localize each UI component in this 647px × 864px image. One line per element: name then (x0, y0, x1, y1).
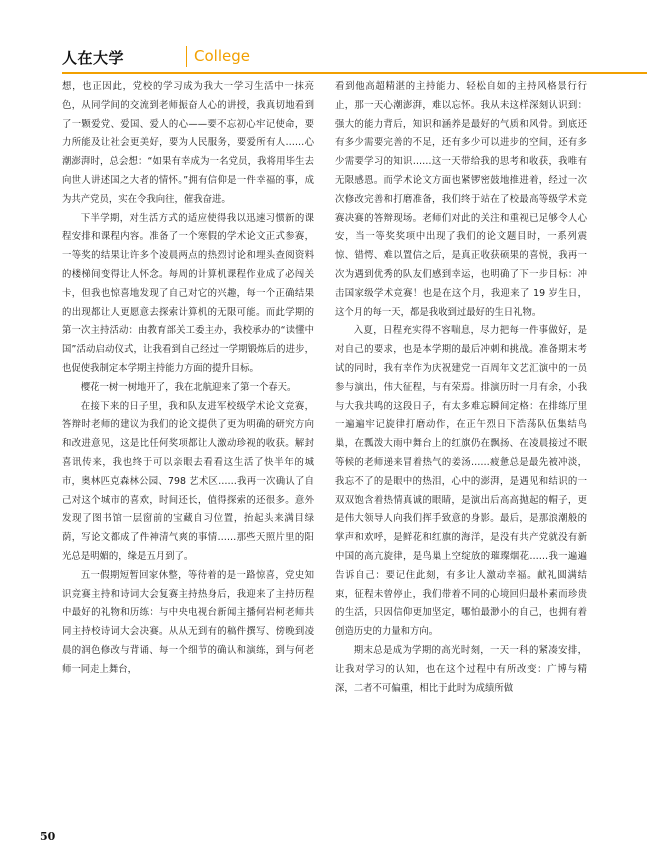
paragraph: 下半学期，对生活方式的适应使得我以迅速习惯新的课程安排和课程内容。准备了一个寒假的学术论文正式参赛，一等奖的结果让许多个凌晨两点的热烈讨论和埋头查阅资料的楼梯间变得让人怀念。每周的计算机课程作业成了必闯关卡，但我也惊喜地发现了自己对它的兴趣，每一个正确结果的出现都让人更愿意去探索计算机的无限可能。而此学期的第一次主持活动：由教育部关工委主办，我校承办的“读懂中国”活动启动仪式，让我看到自己经过一学期锻炼后的进步，也促使我制定本学期主持能力方面的提升目标。 (62, 212, 314, 374)
right-column (335, 78, 587, 698)
paragraph: 樱花一树一树地开了，我在北航迎来了第一个春天。 (80, 381, 297, 393)
paragraph: 想，也正因此，党校的学习成为我大一学习生活中一抹亮色，从同学间的交流到老师振奋人心的讲授，我真切地看到了一颗爱党、爱国、爱人的心——要不忘初心牢记使命，要力所能及让社会更美好，要为人民服务，要爱所有人……心潮澎湃时，总会想：“如果有幸成为一名党员，我将用毕生去向世人讲述国之大者的情怀。”拥有信仰是一件幸福的事，成为共产党员，实在令我向往，催我奋进。 (62, 81, 314, 205)
paragraph: 看到他高超精湛的主持能力、轻松自如的主持风格景行行止，那一天心潮澎湃，难以忘怀。我从未这样深刻认识到：强大的能力背后，知识和涵养是最好的气质和风骨。到底还有多少需要完善的不足，还有多少可以进步的空间，还有多少需要学习的知识……这一天带给我的思考和收获，我唯有无限感恩。而学术论文方面也紧锣密鼓地推进着，经过一次次修改完善和打磨准备，我们终于站在了校最高等级学术竞赛决赛的答辩现场。老师们对此的关注和重视已足够令人心安，当一等奖奖项中出现了我们的论文题目时，一系列震惊、错愕、难以置信之后，是真正收获硕果的喜悦，我再一次为遇到优秀的队友们感到幸运，也明确了下一步目标：冲击国家级学术竞赛！也是在这个月，我迎来了 19 岁生日，这个月的每一天，都是我收到过最好的生日礼物。 (335, 81, 587, 318)
header-subtitle: College (194, 47, 250, 65)
left-column (62, 78, 314, 680)
header-title: 人在大学 (62, 49, 125, 67)
header-rule (62, 72, 647, 74)
page-number: 50 (40, 830, 56, 843)
page-header (62, 44, 647, 74)
header-divider (186, 46, 187, 67)
paragraph: 五一假期短暂回家休整，等待着的是一路惊喜，党史知识竞赛主持和诗词大会复赛主持热身后，我迎来了主持历程中最好的礼物和历练：与中央电视台新闻主播何岩柯老师共同主持校诗词大会决赛。从从无到有的稿件撰写、傍晚到凌晨的润色修改与背诵、每一个细节的确认和演练，到与何老师一同走上舞台， (62, 569, 314, 675)
paragraph: 在接下来的日子里，我和队友进军校级学术论文竞赛，答辩时老师的建议为我们的论文提供了更为明确的研究方向和改进意见，这是比任何奖项都让人激动珍视的收获。解封喜讯传来，我也终于可以亲眼去看看这生活了快半年的城市，奥林匹克森林公园、798 艺术区……我再一次确认了自己对这个城市的喜欢，时间还长，值得探索的还很多。意外发现了图书馆一层窗前的宝藏自习位置，抬起头来满目绿荫，写论文都成了件神清气爽的事情……那些天照片里的阳光总是明媚的，缘是五月到了。 (62, 400, 314, 562)
paragraph: 期末总是成为学期的高光时刻，一天一科的紧凑安排，让我对学习的认知，也在这个过程中有所改变：广博与精深，二者不可偏重，相比于此时为成绩所做 (335, 644, 587, 694)
paragraph: 入夏，日程充实得不容喘息，尽力把每一件事做好，是对自己的要求，也是本学期的最后冲刺和挑战。准备期末考试的同时，我有幸作为庆祝建党一百周年文艺汇演中的一员参与演出，伟大征程，与有荣焉。排演历时一月有余，小我与大我共鸣的这段日子，有太多难忘瞬间定格：在排练厅里一遍遍牢记旋律打磨动作，在正午烈日下浩荡队伍集结鸟巢，在瓢泼大雨中舞台上的红旗仍在飘扬、在凌晨接过不眠等候的老师递来冒着热气的姜汤……疲惫总是最先被冲淡，我忘不了的是眼中的热泪，心中的澎湃，是遇见和结识的一双双饱含着热情真诚的眼睛，是演出后高高抛起的帽子，更是伟大领导人向我们挥手致意的身影。最后，是那浪潮般的掌声和欢呼，是鲜花和红旗的海洋，是没有共产党就没有新中国的高亢旋律，是鸟巢上空绽放的璀璨烟花……我一遍遍告诉自己：要记住此刻，有多让人激动幸福。献礼圆满结束，征程未曾停止，我们带着不同的心境回归最朴素而珍贵的生活，只因信仰更加坚定，哪怕最渺小的自己，也拥有着创造历史的力量和方向。 (335, 325, 587, 638)
